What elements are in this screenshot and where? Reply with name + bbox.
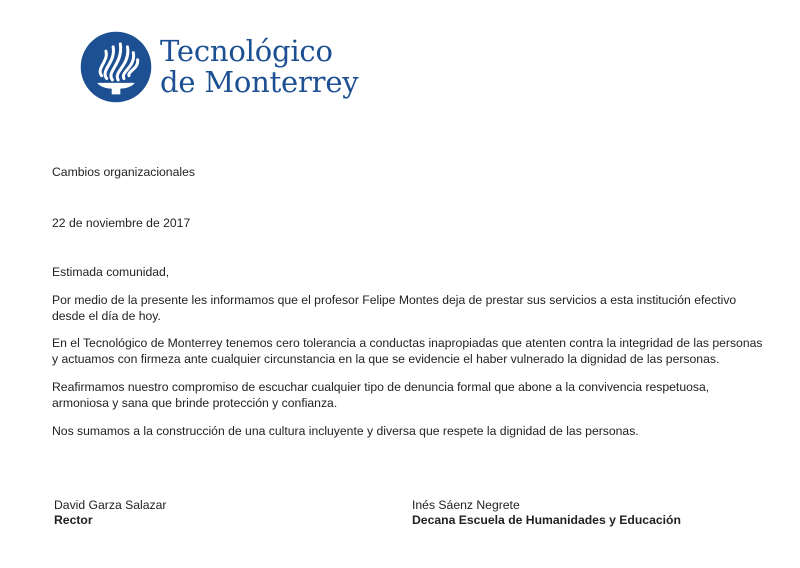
signatory-role: Rector [54,512,93,527]
signatory-role: Decana Escuela de Humanidades y Educación [412,512,681,527]
paragraph-commitment [52,380,709,411]
torch-flame-icon [80,31,152,103]
paragraph-line: desde el día de hoy. [52,308,161,323]
paragraph-line: En el Tecnológico de Monterrey tenemos cero tolerancia a conductas inapropiadas que atenten contra la integridad de las personas [52,336,763,350]
logo-wordmark [160,36,358,98]
letter-greeting: Estimada comunidad, [52,265,170,279]
paragraph-line: Reafirmamos nuestro compromiso de escuchar cualquier tipo de denuncia formal que abone a la convivencia respetuosa, [52,380,710,394]
signatory-name: David Garza Salazar [54,498,167,512]
paragraph-line: Nos sumamos a la construcción de una cultura incluyente y diversa que respete la dignidad de las personas. [52,424,639,438]
letter-subject: Cambios organizacionales [52,165,195,179]
institution-logo [80,26,358,108]
paragraph-line: armoniosa y sana que brinde protección y confianza. [52,395,338,410]
paragraph-line: y actuamos con firmeza ante cualquier circunstancia en la que se evidencie el haber vulnerado la dignidad de las personas. [52,351,720,366]
signatory-name: Inés Sáenz Negrete [412,498,520,512]
paragraph-zero-tolerance [52,336,763,367]
paragraph-announcement [52,293,736,324]
paragraph-line: Por medio de la presente les informamos que el profesor Felipe Montes deja de prestar sus servicios a esta institución efectivo [52,293,737,307]
signature-dean [412,498,681,527]
logo-line-2: de Monterrey [160,65,359,99]
signature-rector [54,498,166,527]
letter-date: 22 de noviembre de 2017 [52,216,191,230]
paragraph-culture [52,424,639,440]
logo-line-1: Tecnológico [160,34,333,68]
